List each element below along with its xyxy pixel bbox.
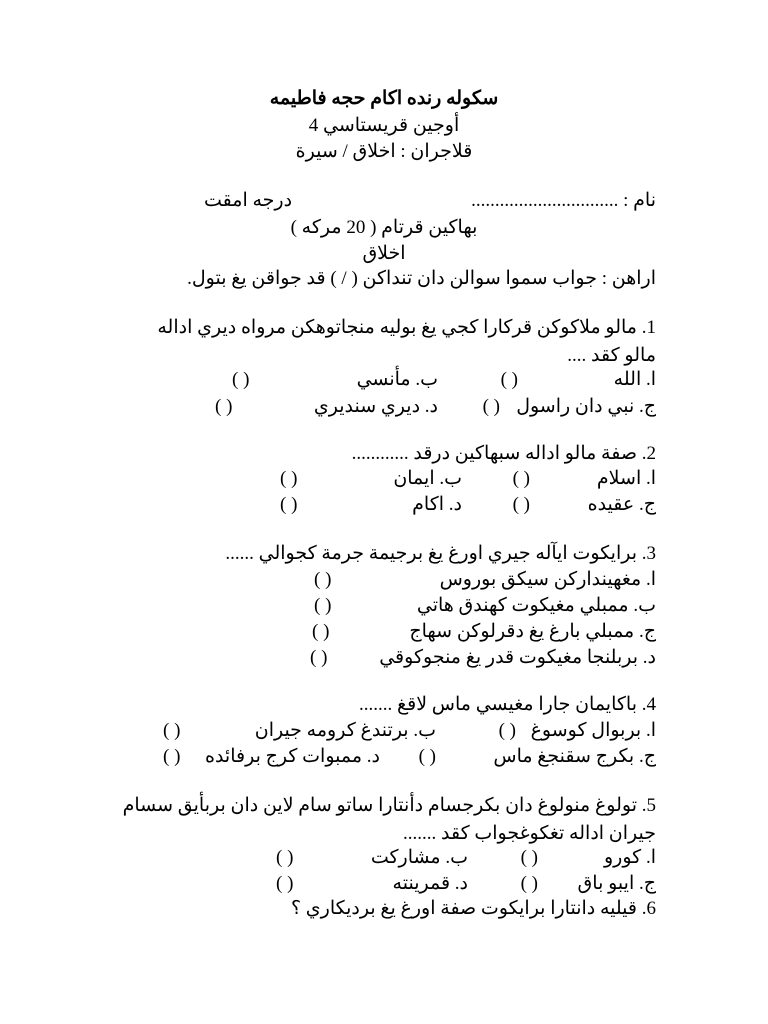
name-field: نام : ............................... (471, 190, 656, 211)
q3-option-a-box (314, 567, 331, 593)
q3-option-c-box (312, 619, 329, 645)
option-label: ج. عقيده (587, 494, 656, 515)
answer-box[interactable]: ( ) (163, 746, 181, 767)
q4-option-c (493, 744, 656, 770)
option-label: د. ممبوات كرج برفائده (205, 746, 380, 767)
answer-box[interactable]: ( ) (482, 396, 500, 417)
answer-box[interactable]: ( ) (498, 720, 516, 741)
subject-title: قلاجران : اخلاق / سيرة (295, 141, 473, 162)
q4-option-a (531, 718, 656, 744)
option-label: ا. مغهينداركن سيكق بوروس (439, 569, 656, 590)
q5-option-a-box (521, 845, 538, 871)
q5-option-c-box (521, 871, 538, 897)
q2-option-a (597, 466, 656, 492)
q2-option-d (412, 492, 462, 518)
q5-option-c (578, 871, 656, 897)
option-label: ج. ايبو باق (577, 873, 656, 894)
q4-option-d-box (163, 744, 180, 770)
q2-option-b (393, 466, 462, 492)
option-label: ج. ممبلي بارغ يغ دقرلوكن سهاج (409, 621, 656, 642)
answer-box[interactable]: ( ) (512, 494, 530, 515)
q3-option-d (379, 645, 656, 671)
question-4: 4. باكايمان جارا مغيسي ماس لاقغ ....... (359, 694, 656, 715)
answer-box[interactable]: ( ) (276, 873, 294, 894)
answer-box[interactable]: ( ) (280, 494, 298, 515)
q5-option-b (371, 845, 468, 871)
q1-option-b-box (232, 367, 249, 393)
option-label: ب. ممبلي مغيكوت كهندق هاتي (416, 595, 656, 616)
answer-box[interactable]: ( ) (310, 647, 328, 668)
q4-option-d (205, 744, 380, 770)
instruction: اراهن : جواب سموا سوالن دان تنداكن ( / ) قد جواقن يغ بتول. (187, 268, 656, 289)
answer-box[interactable]: ( ) (312, 621, 330, 642)
answer-box[interactable]: ( ) (418, 746, 436, 767)
q2-option-c-box (513, 492, 530, 518)
option-label: د. قمرينته (392, 873, 468, 894)
class-name: أوجين قريستاسي 4 (308, 115, 460, 136)
q2-option-b-box (280, 466, 297, 492)
question-6: 6. قيليه دانتارا برايكوت صفة اورغ يغ برديكاري ؟ (290, 898, 656, 919)
q3-option-a (440, 567, 656, 593)
option-label: د. اكام (412, 494, 462, 515)
answer-box[interactable]: ( ) (520, 873, 538, 894)
answer-box[interactable]: ( ) (500, 369, 518, 390)
q1-option-d-box (215, 394, 232, 420)
q2-option-c (588, 492, 656, 518)
option-label: د. ديري سنديري (313, 396, 438, 417)
grade-field: درجه امقت (204, 190, 293, 211)
q1-option-d (314, 394, 438, 420)
q5-option-a (604, 845, 656, 871)
q1-option-a-box (501, 367, 518, 393)
answer-box[interactable]: ( ) (512, 468, 530, 489)
q5-option-b-box (276, 845, 293, 871)
q1-option-b (357, 367, 438, 393)
q5-option-d-box (276, 871, 293, 897)
q3-option-b (417, 593, 656, 619)
q3-option-d-box (310, 645, 327, 671)
section-title: بهاكين قرتام ( 20 مركه ) (290, 217, 478, 238)
answer-box[interactable]: ( ) (232, 369, 250, 390)
question-5: 5. تولوغ منولوغ دان بكرجسام دأنتارا ساتو سام لاين دان بربأيق سسام جيران اداله تغكوغجواب كقد ....... (122, 795, 656, 844)
q4-option-b (255, 718, 436, 744)
answer-box[interactable]: ( ) (163, 720, 181, 741)
question-3: 3. برايكوت ايآله جيري اورغ يغ برجيمة جرمة كجوالي ...... (225, 543, 656, 564)
option-label: ا. كورو (604, 847, 656, 868)
answer-box[interactable]: ( ) (215, 396, 233, 417)
answer-box[interactable]: ( ) (520, 847, 538, 868)
q4-option-b-box (163, 718, 180, 744)
option-label: ا. الله (613, 369, 656, 390)
option-label: ب. مأنسي (356, 369, 438, 390)
section-subject: اخلاق (362, 243, 406, 264)
school-title: سكوله رنده اكام حجه فاطيمه (269, 88, 499, 109)
option-label: ب. ايمان (393, 468, 462, 489)
option-label: ب. مشاركت (370, 847, 468, 868)
question-1: 1. مالو ملاكوكن قركارا كجي يغ بوليه منجاتوهكن مرواه ديري اداله مالو كقد .... (157, 317, 656, 366)
q3-option-b-box (314, 593, 331, 619)
question-2: 2. صفة مالو اداله سبهاكين درقد ............ (351, 443, 656, 464)
q4-option-c-box (419, 744, 436, 770)
option-label: ج. بكرج سقنجغ ماس (493, 746, 656, 767)
answer-box[interactable]: ( ) (276, 847, 294, 868)
q4-option-a-box (499, 718, 516, 744)
answer-box[interactable]: ( ) (280, 468, 298, 489)
q2-option-a-box (513, 466, 530, 492)
option-label: د. بربلنجا مغيكوت قدر يغ منجوكوقي (379, 647, 656, 668)
q1-option-c-box (483, 394, 500, 420)
q2-option-d-box (280, 492, 297, 518)
option-label: ا. اسلام (596, 468, 656, 489)
option-label: ج. نبي دان راسول (516, 396, 656, 417)
q1-option-c (516, 394, 656, 420)
q1-option-a (614, 367, 656, 393)
q3-option-c (409, 619, 656, 645)
option-label: ا. بربوال كوسوغ (530, 720, 656, 741)
option-label: ب. برتندغ كرومه جيران (254, 720, 436, 741)
q5-option-d (393, 871, 468, 897)
answer-box[interactable]: ( ) (314, 595, 332, 616)
answer-box[interactable]: ( ) (314, 569, 332, 590)
